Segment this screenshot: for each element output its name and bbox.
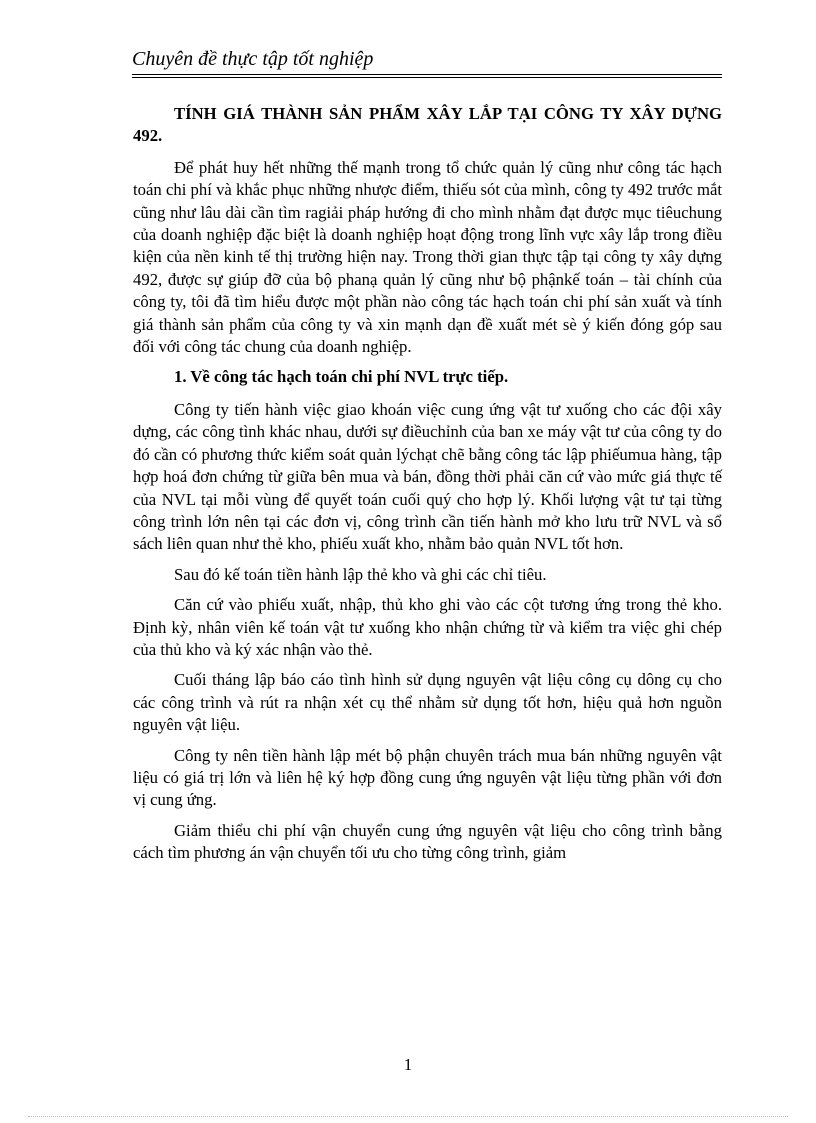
- intro-paragraph: Để phát huy hết những thế mạnh trong tổ chức quản lý cũng như công tác hạch toán chi phí và khắc phục những nhược điểm, thiếu sót của mình, công ty 492 trước mắt cũng như lâu dài cần tìm ragiải pháp hướng đi cho mình nhằm đạt được mục tiêuchung của doanh nghiệp đặc biệt là doanh nghiệp hoạt động trong lĩnh vực xây lắp trong điều kiện của nền kinh tế thị trường hiện nay. Trong thời gian thực tập tại công ty xây dựng 492, được sự giúp đỡ của bộ phanạ quản lý cũng như bộ phậnkế toán – tài chính của công ty, tôi đã tìm hiểu được một phần nào công tác hạch toán chi phí sản xuất và tính giá thành sản phẩm của công ty và xin mạnh dạn đề xuất mét sè ý kiến đóng góp sau đối với công tác chung của doanh nghiệp.: [133, 157, 722, 357]
- document-title: TÍNH GIÁ THÀNH SẢN PHẨM XÂY LẮP TẠI CÔNG TY XÂY DỰNG 492.: [133, 104, 722, 146]
- body-paragraph: Công ty nên tiền hành lập mét bộ phận chuyên trách mua bán những nguyên vật liệu có giá trị lớn và liên hệ ký hợp đồng cung ứng nguyên vật liệu từng phần với đơn vị cung ứng.: [133, 745, 722, 810]
- body-paragraph: Cuối tháng lập báo cáo tình hình sử dụng nguyên vật liệu công cụ dông cụ cho các công trình và rút ra nhận xét cụ thể nhằm sử dụng tốt hơn, hiệu quả hơn nguồn nguyên vật liệu.: [133, 670, 722, 735]
- body-paragraph: Căn cứ vào phiếu xuất, nhập, thủ kho ghi vào các cột tương ứng trong thẻ kho. Định kỳ, nhân viên kế toán vật tư xuống kho nhận chứng từ và kiểm tra việc ghi chép của thủ kho và ký xác nhận vào thẻ.: [133, 595, 722, 659]
- running-header: Chuyên đề thực tập tốt nghiệp: [132, 46, 722, 78]
- body-paragraph: Sau đó kế toán tiền hành lập thẻ kho và ghi các chỉ tiêu.: [174, 564, 547, 584]
- document-body: [133, 103, 722, 873]
- body-paragraph: Giảm thiểu chi phí vận chuyển cung ứng nguyên vật liệu cho công trình bằng cách tìm phương án vận chuyển tối ưu cho từng công trình, giảm: [133, 820, 722, 863]
- page-bottom-divider: [28, 1116, 788, 1117]
- page-number: 1: [403, 1055, 413, 1074]
- section-heading: 1. Về công tác hạch toán chi phí NVL trực tiếp.: [174, 367, 509, 387]
- body-paragraph: Công ty tiến hành việc giao khoán việc cung ứng vật tư xuống cho các đội xây dựng, các công tình khác nhau, dưới sự điềuchỉnh của ban xe máy vật tư của công ty do đó cần có phương thức kiểm soát quản lýchạt chẽ bằng công tác lập phiếumua hàng, tập hợp hoá đơn chứng từ giữa bên mua và bán, đồng thời phải căn cứ vào mức giá thực tế của NVL tại mỗi vùng để quyết toán cuối quý cho hợp lý. Khối lượng vật tư tại từng công trình lớn nên tại các đơn vị, công trình cần tiến hành mở kho lưu trữ NVL và sổ sách liên quan như thẻ kho, phiếu xuất kho, nhằm bảo quản NVL tốt hơn.: [133, 399, 722, 554]
